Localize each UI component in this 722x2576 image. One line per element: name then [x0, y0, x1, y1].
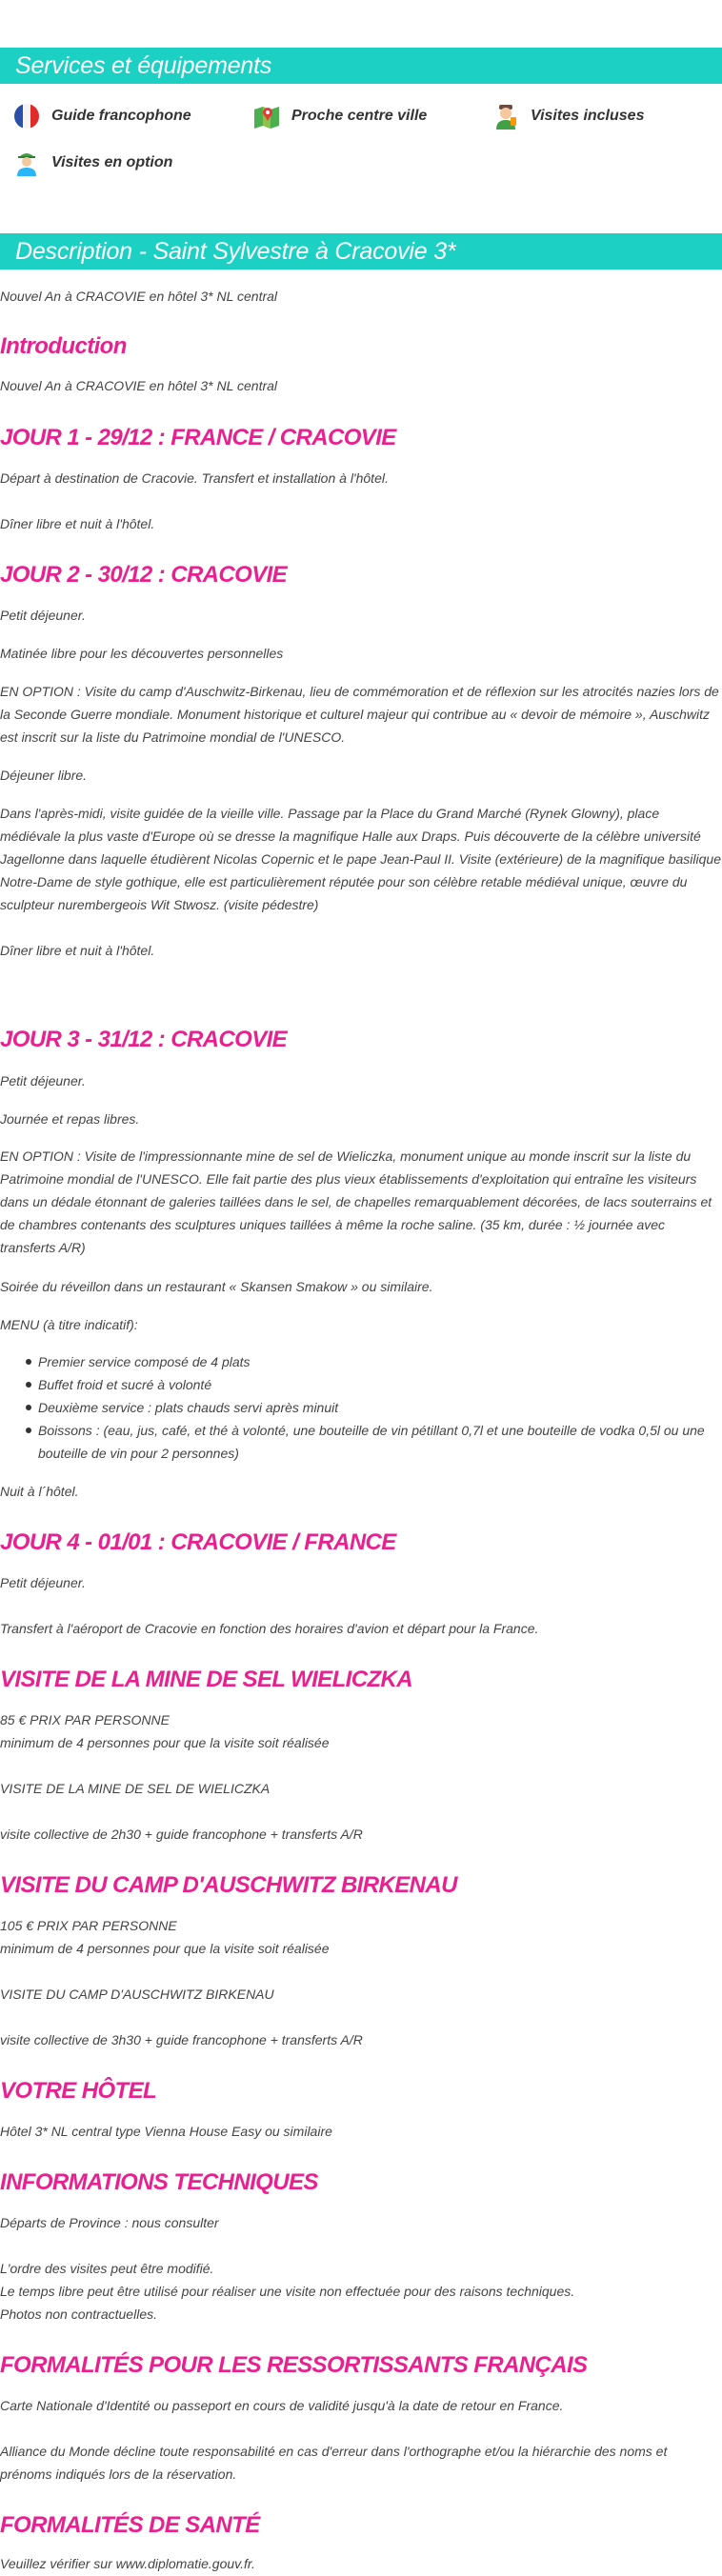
intro-title: Introduction [0, 333, 127, 359]
day3-p3: EN OPTION : Visite de l'impressionnante mine de sel de Wieliczka, monument unique au monde inscrit sur la liste du Patrimoine mondial de l'UNESCO. Elle fait partie des plus vieux établissements d'exploitation qui entraîne les visiteurs dans un dédale étonnant de galeries taillées dans le sel, de chapelles remarquablement décorées, de lacs souterrains et de chambres contenants des sculptures uniques taillées à même la roche saline. (35 km, durée : ½ journée avec transferts A/R) [0, 1148, 712, 1255]
day2-p6: Dîner libre et nuit à l'hôtel. [0, 943, 155, 958]
sante-title: FORMALITÉS DE SANTÉ [0, 2512, 260, 2538]
services-title: Services et équipements [0, 48, 722, 84]
camp-title: VISITE DU CAMP D'AUSCHWITZ BIRKENAU [0, 1872, 457, 1898]
day4-p1: Petit déjeuner. [0, 1575, 86, 1590]
tech-line2: Le temps libre peut être utilisé pour réaliser une visite non effectuée pour des raisons techniques. [0, 2284, 575, 2299]
day2-p1: Petit déjeuner. [0, 608, 86, 623]
day2-p4: Déjeuner libre. [0, 768, 88, 783]
service-label: Guide francophone [51, 108, 191, 124]
day4-title: JOUR 4 - 01/01 : CRACOVIE / FRANCE [0, 1529, 396, 1555]
service-label: Visites incluses [531, 108, 645, 124]
hotel-title: VOTRE HÔTEL [0, 2078, 157, 2104]
description-subtitle: Nouvel An à CRACOVIE en hôtel 3* NL central [0, 289, 278, 304]
day4-p2: Transfert à l'aéroport de Cracovie en fonction des horaires d'avion et départ pour la France. [0, 1621, 539, 1636]
mine-price: 85 € PRIX PAR PERSONNE [0, 1712, 170, 1727]
sante-p1: Veuillez vérifier sur www.diplomatie.gouv.fr. [0, 2556, 255, 2571]
intro-text: Nouvel An à CRACOVIE en hôtel 3* NL central [0, 378, 278, 393]
tech-title: INFORMATIONS TECHNIQUES [0, 2169, 318, 2195]
menu-item: Deuxième service : plats chauds servi après minuit [0, 1396, 722, 1419]
visitor-icon [491, 101, 521, 131]
tech-line3: Photos non contractuelles. [0, 2306, 157, 2322]
tech-p1: Départs de Province : nous consulter [0, 2215, 219, 2230]
day3-title: JOUR 3 - 31/12 : CRACOVIE [0, 1027, 288, 1052]
day1-title: JOUR 1 - 29/12 : FRANCE / CRACOVIE [0, 425, 396, 450]
service-label: Visites en option [51, 154, 173, 170]
camp-name: VISITE DU CAMP D'AUSCHWITZ BIRKENAU [0, 1987, 274, 2002]
day3-p4: Soirée du réveillon dans un restaurant « Skansen Smakow » ou similaire. [0, 1279, 433, 1294]
mine-details: visite collective de 2h30 + guide francophone + transferts A/R [0, 1827, 363, 1842]
mine-name: VISITE DE LA MINE DE SEL DE WIELICZKA [0, 1781, 271, 1796]
menu-item: Premier service composé de 4 plats [0, 1350, 722, 1373]
camp-minimum: minimum de 4 personnes pour que la visite soit réalisée [0, 1941, 330, 1956]
day2-p5: Dans l'après-midi, visite guidée de la vieille ville. Passage par la Place du Grand Marché (Rynek Glowny), place médiévale la plus vaste d'Europe où se dresse la magnifique Halle aux Draps. Puis découverte de la célèbre université Jagellonne dans laquelle étudièrent Nicolas Copernic et le pape Jean-Paul II. Visite (extérieure) de la magnifique basilique Notre-Dame de style gothique, elle est particulièrement réputée pour son célèbre retable médiéval unique, œuvre du sculpteur nurembergeois Wit Stwosz. (visite pédestre) [0, 806, 721, 912]
mine-title: VISITE DE LA MINE DE SEL WIELICZKA [0, 1667, 412, 1692]
tech-line1: L'ordre des visites peut être modifié. [0, 2261, 214, 2276]
service-visites-incluses [491, 101, 644, 131]
flag-icon [11, 101, 42, 131]
day1-p1: Départ à destination de Cracovie. Transfert et installation à l'hôtel. [0, 470, 389, 486]
day3-p5: MENU (à titre indicatif): [0, 1317, 138, 1332]
day2-title: JOUR 2 - 30/12 : CRACOVIE [0, 562, 288, 588]
camp-price: 105 € PRIX PAR PERSONNE [0, 1918, 177, 1933]
menu-list [0, 1350, 722, 1465]
formalites-p2: Alliance du Monde décline toute responsabilité en cas d'erreur dans l'orthographe et/ou la hiérarchie des noms et prénoms indiqués lors de la réservation. [0, 2444, 668, 2482]
service-guide-francophone [11, 101, 191, 131]
hotel-text: Hôtel 3* NL central type Vienna House Easy ou similaire [0, 2124, 332, 2139]
formalites-p1: Carte Nationale d'Identité ou passeport en cours de validité jusqu'à la date de retour en France. [0, 2398, 564, 2413]
map-icon [251, 101, 282, 131]
mine-minimum: minimum de 4 personnes pour que la visite soit réalisée [0, 1735, 330, 1750]
guide-icon [11, 148, 42, 178]
day2-p3: EN OPTION : Visite du camp d'Auschwitz-Birkenau, lieu de commémoration et de réflexion sur les atrocités nazies lors de la Seconde Guerre mondiale. Monument historique et culturel majeur qui contribue au « devoir de mémoire », Auschwitz est inscrit sur la liste du Patrimoine mondial de l'UNESCO. [0, 684, 719, 745]
day3-p1: Petit déjeuner. [0, 1073, 86, 1088]
description-title: Description - Saint Sylvestre à Cracovie 3* [0, 233, 722, 270]
service-proche-centre [251, 101, 427, 131]
formalites-title: FORMALITÉS POUR LES RESSORTISSANTS FRANÇAIS [0, 2352, 588, 2378]
menu-item: Buffet froid et sucré à volonté [0, 1373, 722, 1396]
camp-details: visite collective de 3h30 + guide francophone + transferts A/R [0, 2032, 363, 2047]
service-label: Proche centre ville [291, 108, 428, 124]
day2-p2: Matinée libre pour les découvertes personnelles [0, 646, 284, 661]
day1-p2: Dîner libre et nuit à l'hôtel. [0, 516, 155, 531]
menu-item: Boissons : (eau, jus, café, et thé à volonté, une bouteille de vin pétillant 0,7l et une bouteille de vodka 0,5l ou une bouteille de vin pour 2 personnes) [0, 1419, 722, 1465]
day3-p2: Journée et repas libres. [0, 1111, 140, 1127]
service-visites-option [11, 148, 172, 178]
day3-p6: Nuit à l´hôtel. [0, 1484, 79, 1499]
